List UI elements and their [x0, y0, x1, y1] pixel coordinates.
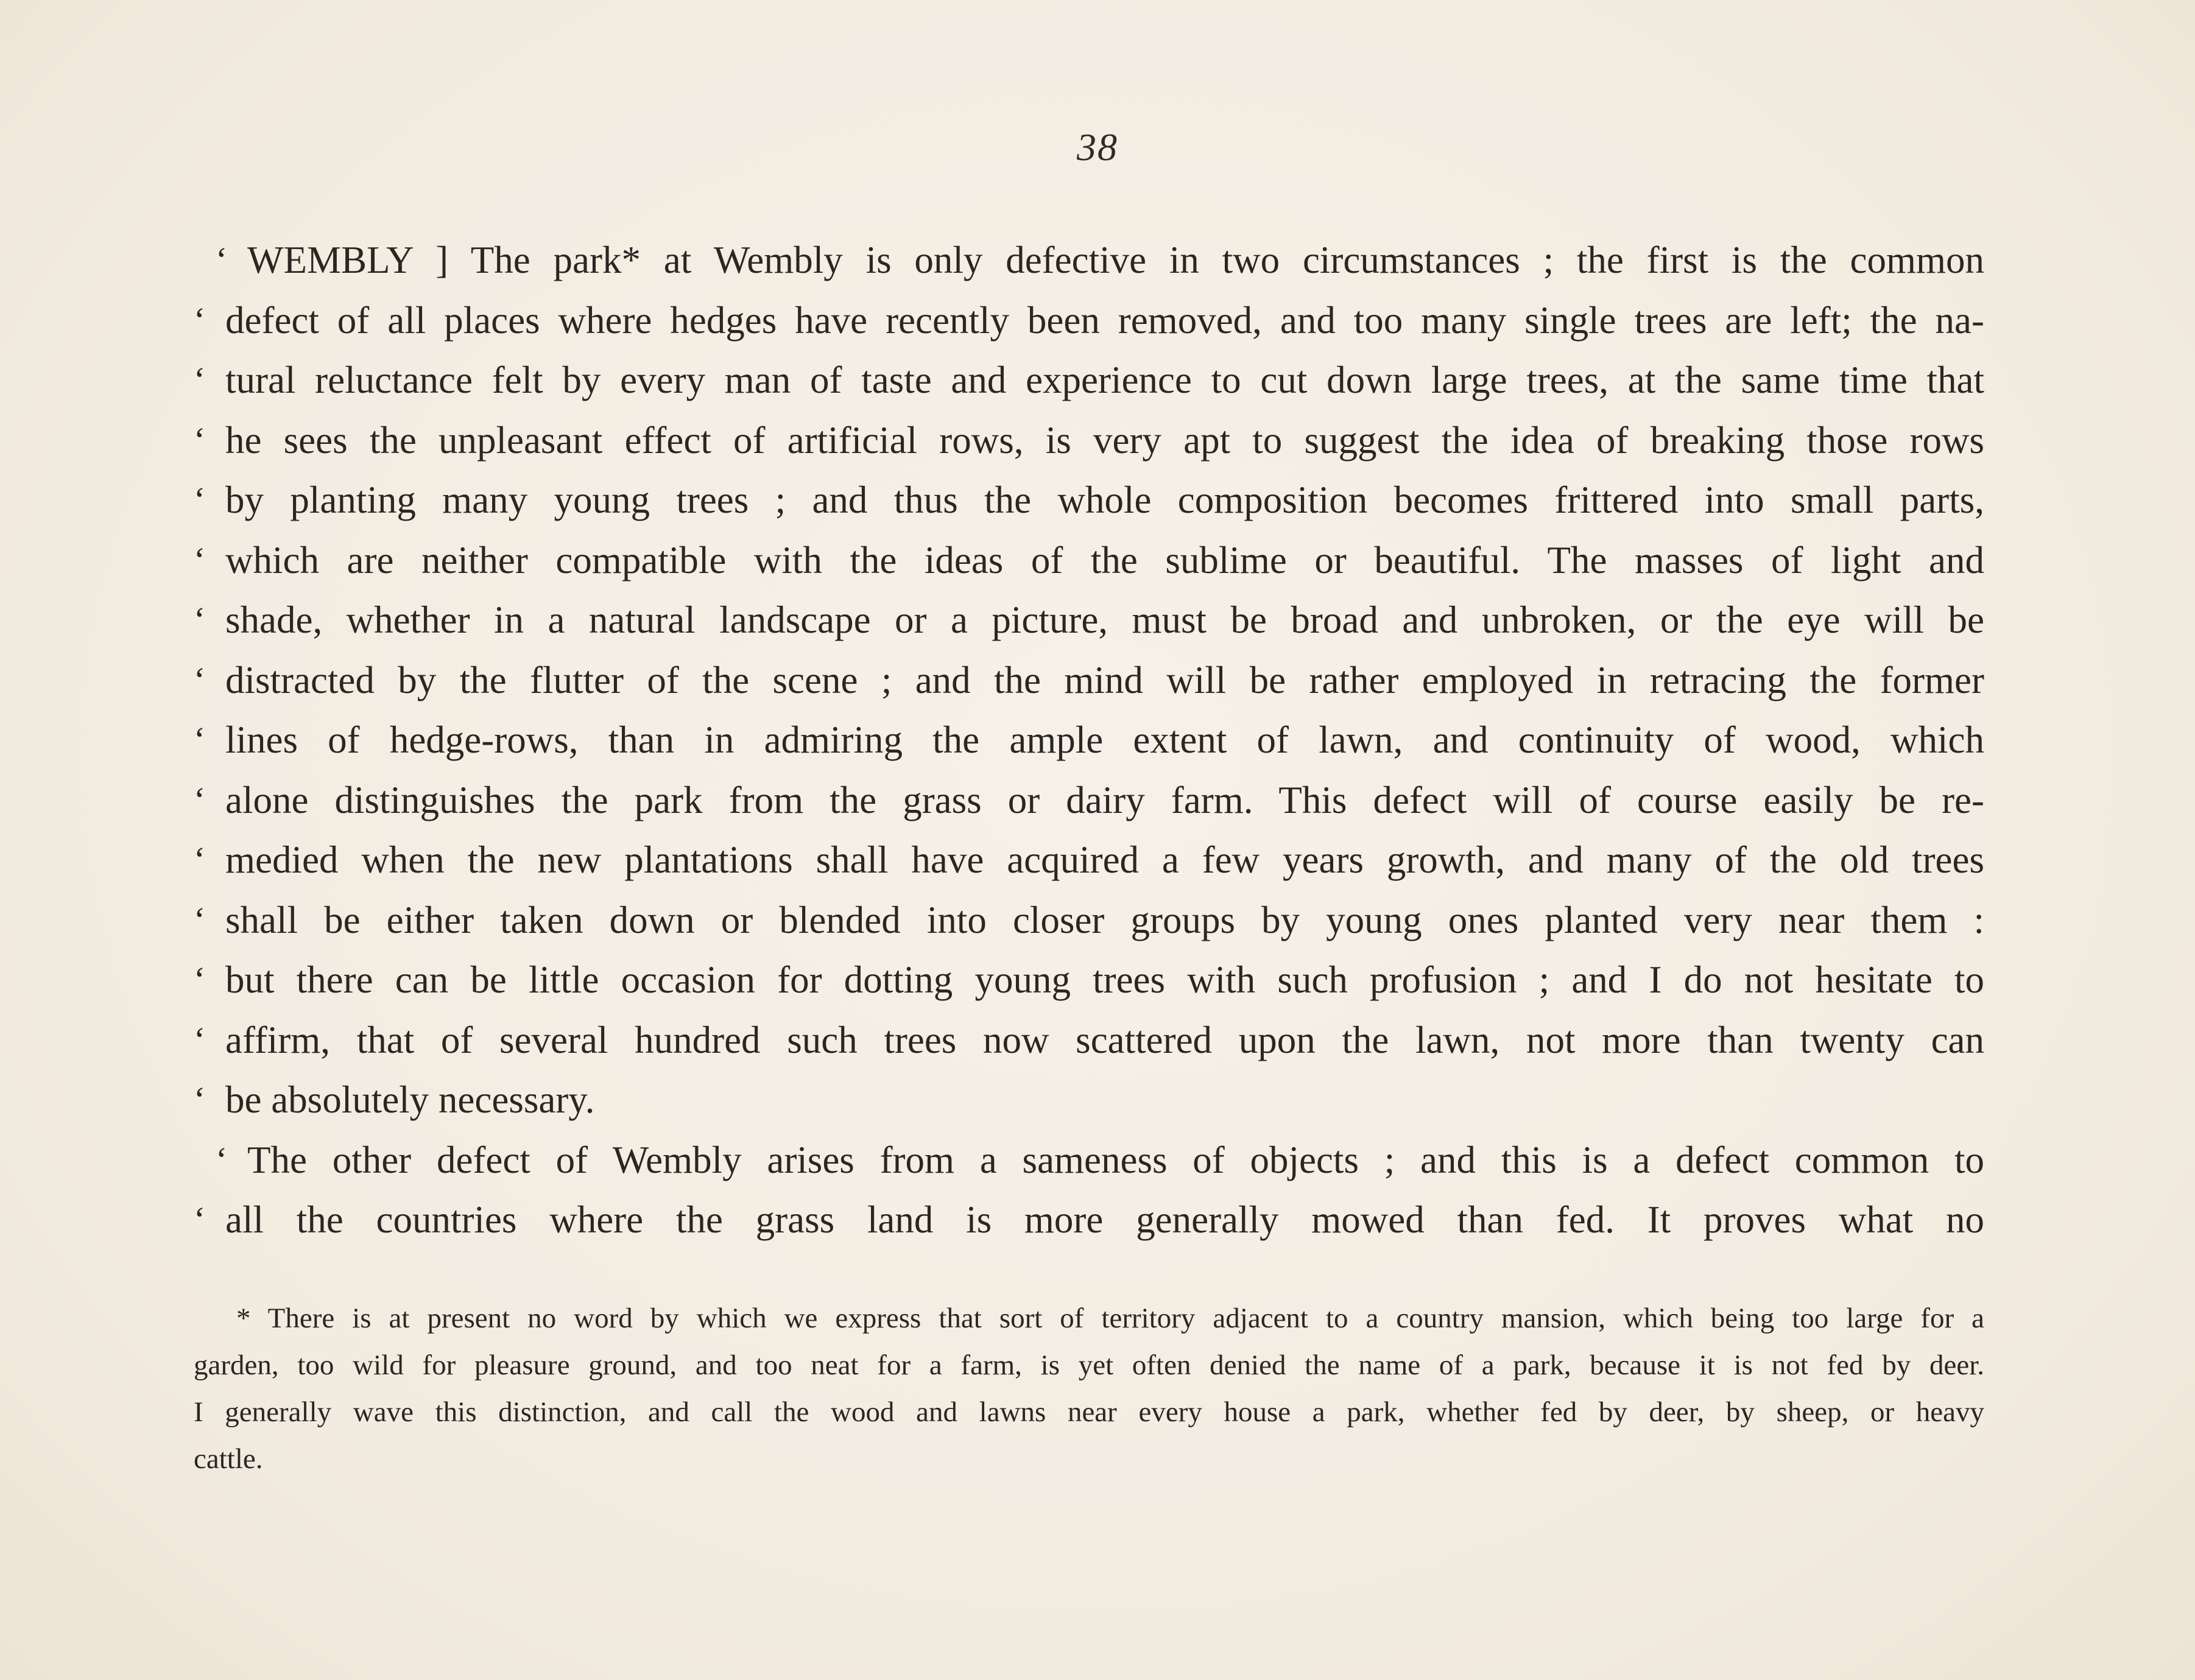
quote-mark: ‘ [194, 840, 206, 879]
line-text: defect of all places where hedges have recently been removed, and too many single trees are left; the na- [225, 298, 1984, 342]
quote-mark: ‘ [194, 1019, 206, 1060]
body-text [194, 230, 1984, 1250]
line-text: affirm, that of several hundred such trees now scattered upon the lawn, not more than twenty can [225, 1018, 1984, 1061]
line-text: tural reluctance felt by every man of taste and experience to cut down large trees, at the same time that [225, 359, 1984, 401]
text-line [194, 1190, 1984, 1250]
text-line [194, 770, 1984, 831]
page-number: 38 [1077, 125, 1118, 169]
quote-mark: ‘ [194, 600, 206, 639]
text-line [194, 950, 1984, 1010]
text-line [194, 470, 1984, 530]
footnote-text: cattle. [194, 1443, 263, 1475]
quote-mark: ‘ [194, 1200, 206, 1239]
line-text: lines of hedge-rows, than in admiring the ample extent of lawn, and continuity of wood, which [225, 719, 1984, 761]
line-text: be absolutely necessary. [225, 1078, 595, 1121]
quote-mark: ‘ [194, 480, 206, 519]
text-line [194, 1130, 1984, 1190]
text-line [194, 350, 1984, 410]
quote-mark: ‘ [194, 360, 206, 399]
footnote [194, 1295, 1984, 1483]
quote-mark: ‘ [194, 899, 206, 940]
quote-mark: ‘ [216, 1139, 228, 1179]
footnote-line [194, 1389, 1984, 1436]
line-text: shade, whether in a natural landscape or a picture, must be broad and unbroken, or the eye will be [225, 599, 1984, 641]
quote-mark: ‘ [194, 420, 206, 460]
quote-mark: ‘ [194, 539, 206, 580]
text-line [194, 890, 1984, 951]
text-line [194, 1070, 1984, 1130]
quote-mark: ‘ [194, 1080, 206, 1119]
line-text: WEMBLY ] The park* at Wembly is only defective in two circumstances ; the first is the common [247, 239, 1984, 281]
quote-mark: ‘ [194, 960, 206, 999]
quote-mark: ‘ [216, 240, 228, 279]
line-text: alone distinguishes the park from the grass or dairy farm. This defect will of course easily be re- [225, 778, 1984, 821]
quote-mark: ‘ [194, 659, 206, 700]
line-text: medied when the new plantations shall have acquired a few years growth, and many of the old trees [225, 838, 1984, 881]
footnote-line [194, 1295, 1984, 1342]
text-line [194, 230, 1984, 290]
footnote-text: I generally wave this distinction, and call the wood and lawns near every house a park, whether fed by deer, by sheep, or heavy [194, 1396, 1984, 1428]
line-text: shall be either taken down or blended into closer groups by young ones planted very near them : [225, 898, 1984, 941]
footnote-line [194, 1436, 1984, 1483]
line-text: The other defect of Wembly arises from a sameness of objects ; and this is a defect common to [247, 1138, 1984, 1181]
quote-mark: ‘ [194, 720, 206, 759]
text-line [194, 530, 1984, 591]
footnote-line [194, 1342, 1984, 1389]
line-text: he sees the unpleasant effect of artificial rows, is very apt to suggest the idea of breaking those rows [225, 418, 1984, 462]
quote-mark: ‘ [194, 779, 206, 820]
text-line [194, 710, 1984, 770]
text-line [194, 290, 1984, 351]
quote-mark: ‘ [194, 300, 206, 340]
text-line [194, 1010, 1984, 1070]
line-text: but there can be little occasion for dotting young trees with such profusion ; and I do not hesitate to [225, 958, 1984, 1001]
line-text: distracted by the flutter of the scene ; and the mind will be rather employed in retracing the former [225, 658, 1984, 701]
footnote-text: garden, too wild for pleasure ground, and too neat for a farm, is yet often denied the name of a park, because it is not fed by deer. [194, 1349, 1984, 1381]
line-text: which are neither compatible with the ideas of the sublime or beautiful. The masses of light and [225, 538, 1984, 582]
footnote-text: * There is at present no word by which we express that sort of territory adjacent to a country mansion, which being too large for a [236, 1302, 1984, 1334]
text-line [194, 590, 1984, 650]
text-line [194, 650, 1984, 711]
line-text: all the countries where the grass land is more generally mowed than fed. It proves what no [225, 1198, 1984, 1241]
line-text: by planting many young trees ; and thus the whole composition becomes frittered into small parts, [225, 479, 1984, 521]
text-line [194, 410, 1984, 471]
text-line [194, 830, 1984, 890]
